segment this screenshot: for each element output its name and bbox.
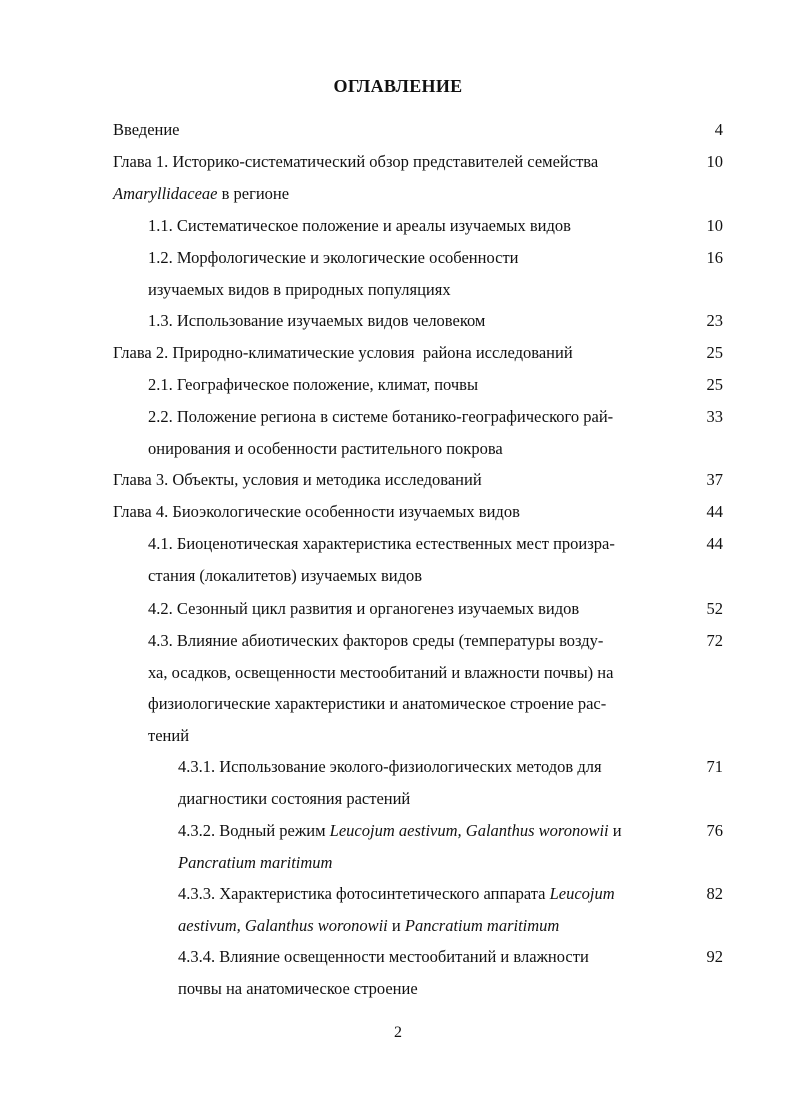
toc-entry-text: 1.3. Использование изучаемых видов человеком (148, 311, 486, 330)
toc-entry-text-line4: тений (148, 725, 190, 745)
toc-entry-text: 2.2. Положение региона в системе ботанико-географического рай- (148, 407, 614, 426)
toc-entry-text: Глава 1. Историко-систематический обзор представителей семейства (113, 152, 599, 171)
toc-entry-text-line1 (178, 815, 688, 847)
toc-entry-4-3-2 (178, 815, 688, 878)
toc-page-number: 10 (706, 216, 723, 235)
toc-title: ОГЛАВЛЕНИЕ (333, 76, 463, 96)
toc-page-number: 92 (706, 947, 723, 966)
toc-entry-4-3-4 (178, 941, 688, 1004)
toc-page-number: 76 (706, 821, 723, 840)
toc-entry-chapter-4 (113, 496, 688, 528)
toc-entry-4-1 (148, 528, 688, 591)
taxon-name: Pancratium maritimum (404, 915, 560, 935)
taxon-name: Pancratium maritimum (178, 852, 333, 872)
toc-page-number: 16 (706, 248, 723, 267)
toc-entry-text-line2: ха, осадков, освещенности местообитаний и влажности почвы) на (148, 662, 614, 682)
taxon-name: Leucojum (549, 884, 615, 903)
toc-entry-text: 4.2. Сезонный цикл развития и органогенез изучаемых видов (148, 599, 580, 618)
toc-entry-4-3-1 (178, 751, 688, 814)
toc-entry-text-fragment: 4.3.3. Характеристика фотосинтетического аппарата (178, 884, 550, 903)
toc-entry-introduction (113, 114, 688, 146)
toc-entry-4-3-3 (178, 878, 688, 941)
toc-entry-chapter-1 (113, 146, 688, 209)
toc-entry-text: 1.1. Систематическое положение и ареалы изучаемых видов (148, 216, 571, 235)
toc-entry-text-line2 (178, 910, 688, 942)
toc-entry-text-line1 (178, 878, 688, 910)
toc-page-number: 4 (714, 120, 723, 139)
toc-entry-4-2 (148, 593, 688, 625)
toc-entry-1-2 (148, 242, 688, 305)
toc-entry-text: Введение (113, 120, 180, 139)
toc-entry-text-line2: онирования и особенности растительного покрова (148, 438, 503, 458)
toc-page-number: 25 (706, 375, 723, 394)
toc-entry-text: Глава 4. Биоэкологические особенности изучаемых видов (113, 502, 520, 521)
toc-page-number: 33 (706, 407, 723, 426)
toc-entry-text-line2 (178, 847, 688, 879)
page-number-footer: 2 (394, 1024, 402, 1041)
toc-entry-text-line2: диагностики состояния растений (178, 788, 411, 808)
toc-entry-chapter-3 (113, 464, 688, 496)
toc-entry-text: Глава 2. Природно-климатические условия района исследований (113, 343, 573, 362)
taxon-name: Leucojum aestivum, Galanthus woronowii (329, 821, 609, 840)
toc-entry-1-1 (148, 210, 688, 242)
toc-page-number: 72 (706, 631, 723, 650)
toc-entry-text: 4.1. Биоценотическая характеристика естественных мест произра- (148, 534, 615, 553)
toc-entry-text-fragment: 4.3.2. Водный режим (178, 821, 330, 840)
toc-entry-1-3 (148, 305, 688, 337)
toc-page-number: 52 (706, 599, 723, 618)
toc-page-number: 44 (706, 534, 723, 553)
toc-entry-text-line2: стания (локалитетов) изучаемых видов (148, 565, 423, 585)
toc-entry-text-fragment: и (387, 915, 405, 935)
toc-page-number: 37 (706, 470, 723, 489)
taxon-name: Amaryllidaceae (113, 183, 218, 203)
toc-entry-text: Глава 3. Объекты, условия и методика исследований (113, 470, 482, 489)
toc-page-number: 25 (706, 343, 723, 362)
toc-entry-text-line2: изучаемых видов в природных популяциях (148, 279, 451, 299)
toc-entry-text: 1.2. Морфологические и экологические особенности (148, 248, 519, 267)
taxon-name: aestivum, Galanthus woronowii (178, 915, 388, 935)
toc-entry-text-fragment: в регионе (217, 183, 290, 203)
toc-entry-text: 4.3.4. Влияние освещенности местообитаний и влажности (178, 947, 589, 966)
toc-entry-4-3 (148, 625, 688, 751)
toc-entry-text-fragment: и (608, 821, 622, 840)
toc-entry-chapter-2 (113, 337, 688, 369)
toc-page-number: 44 (706, 502, 723, 521)
toc-entry-text: 4.3. Влияние абиотических факторов среды (температуры возду- (148, 631, 604, 650)
toc-entry-text-line3: физиологические характеристики и анатомическое строение рас- (148, 694, 607, 713)
toc-entry-text: 2.1. Географическое положение, климат, почвы (148, 375, 479, 394)
toc-entry-text: 4.3.1. Использование эколого-физиологических методов для (178, 757, 602, 776)
toc-entry-2-1 (148, 369, 688, 401)
toc-entry-2-2 (148, 401, 688, 464)
toc-page-number: 82 (706, 884, 723, 903)
toc-page-number: 71 (706, 757, 723, 776)
toc-page-number: 23 (706, 311, 723, 330)
toc-page-number: 10 (706, 152, 723, 171)
toc-entry-text-line2 (113, 178, 688, 210)
toc-entry-text-line2: почвы на анатомическое строение (178, 978, 418, 998)
